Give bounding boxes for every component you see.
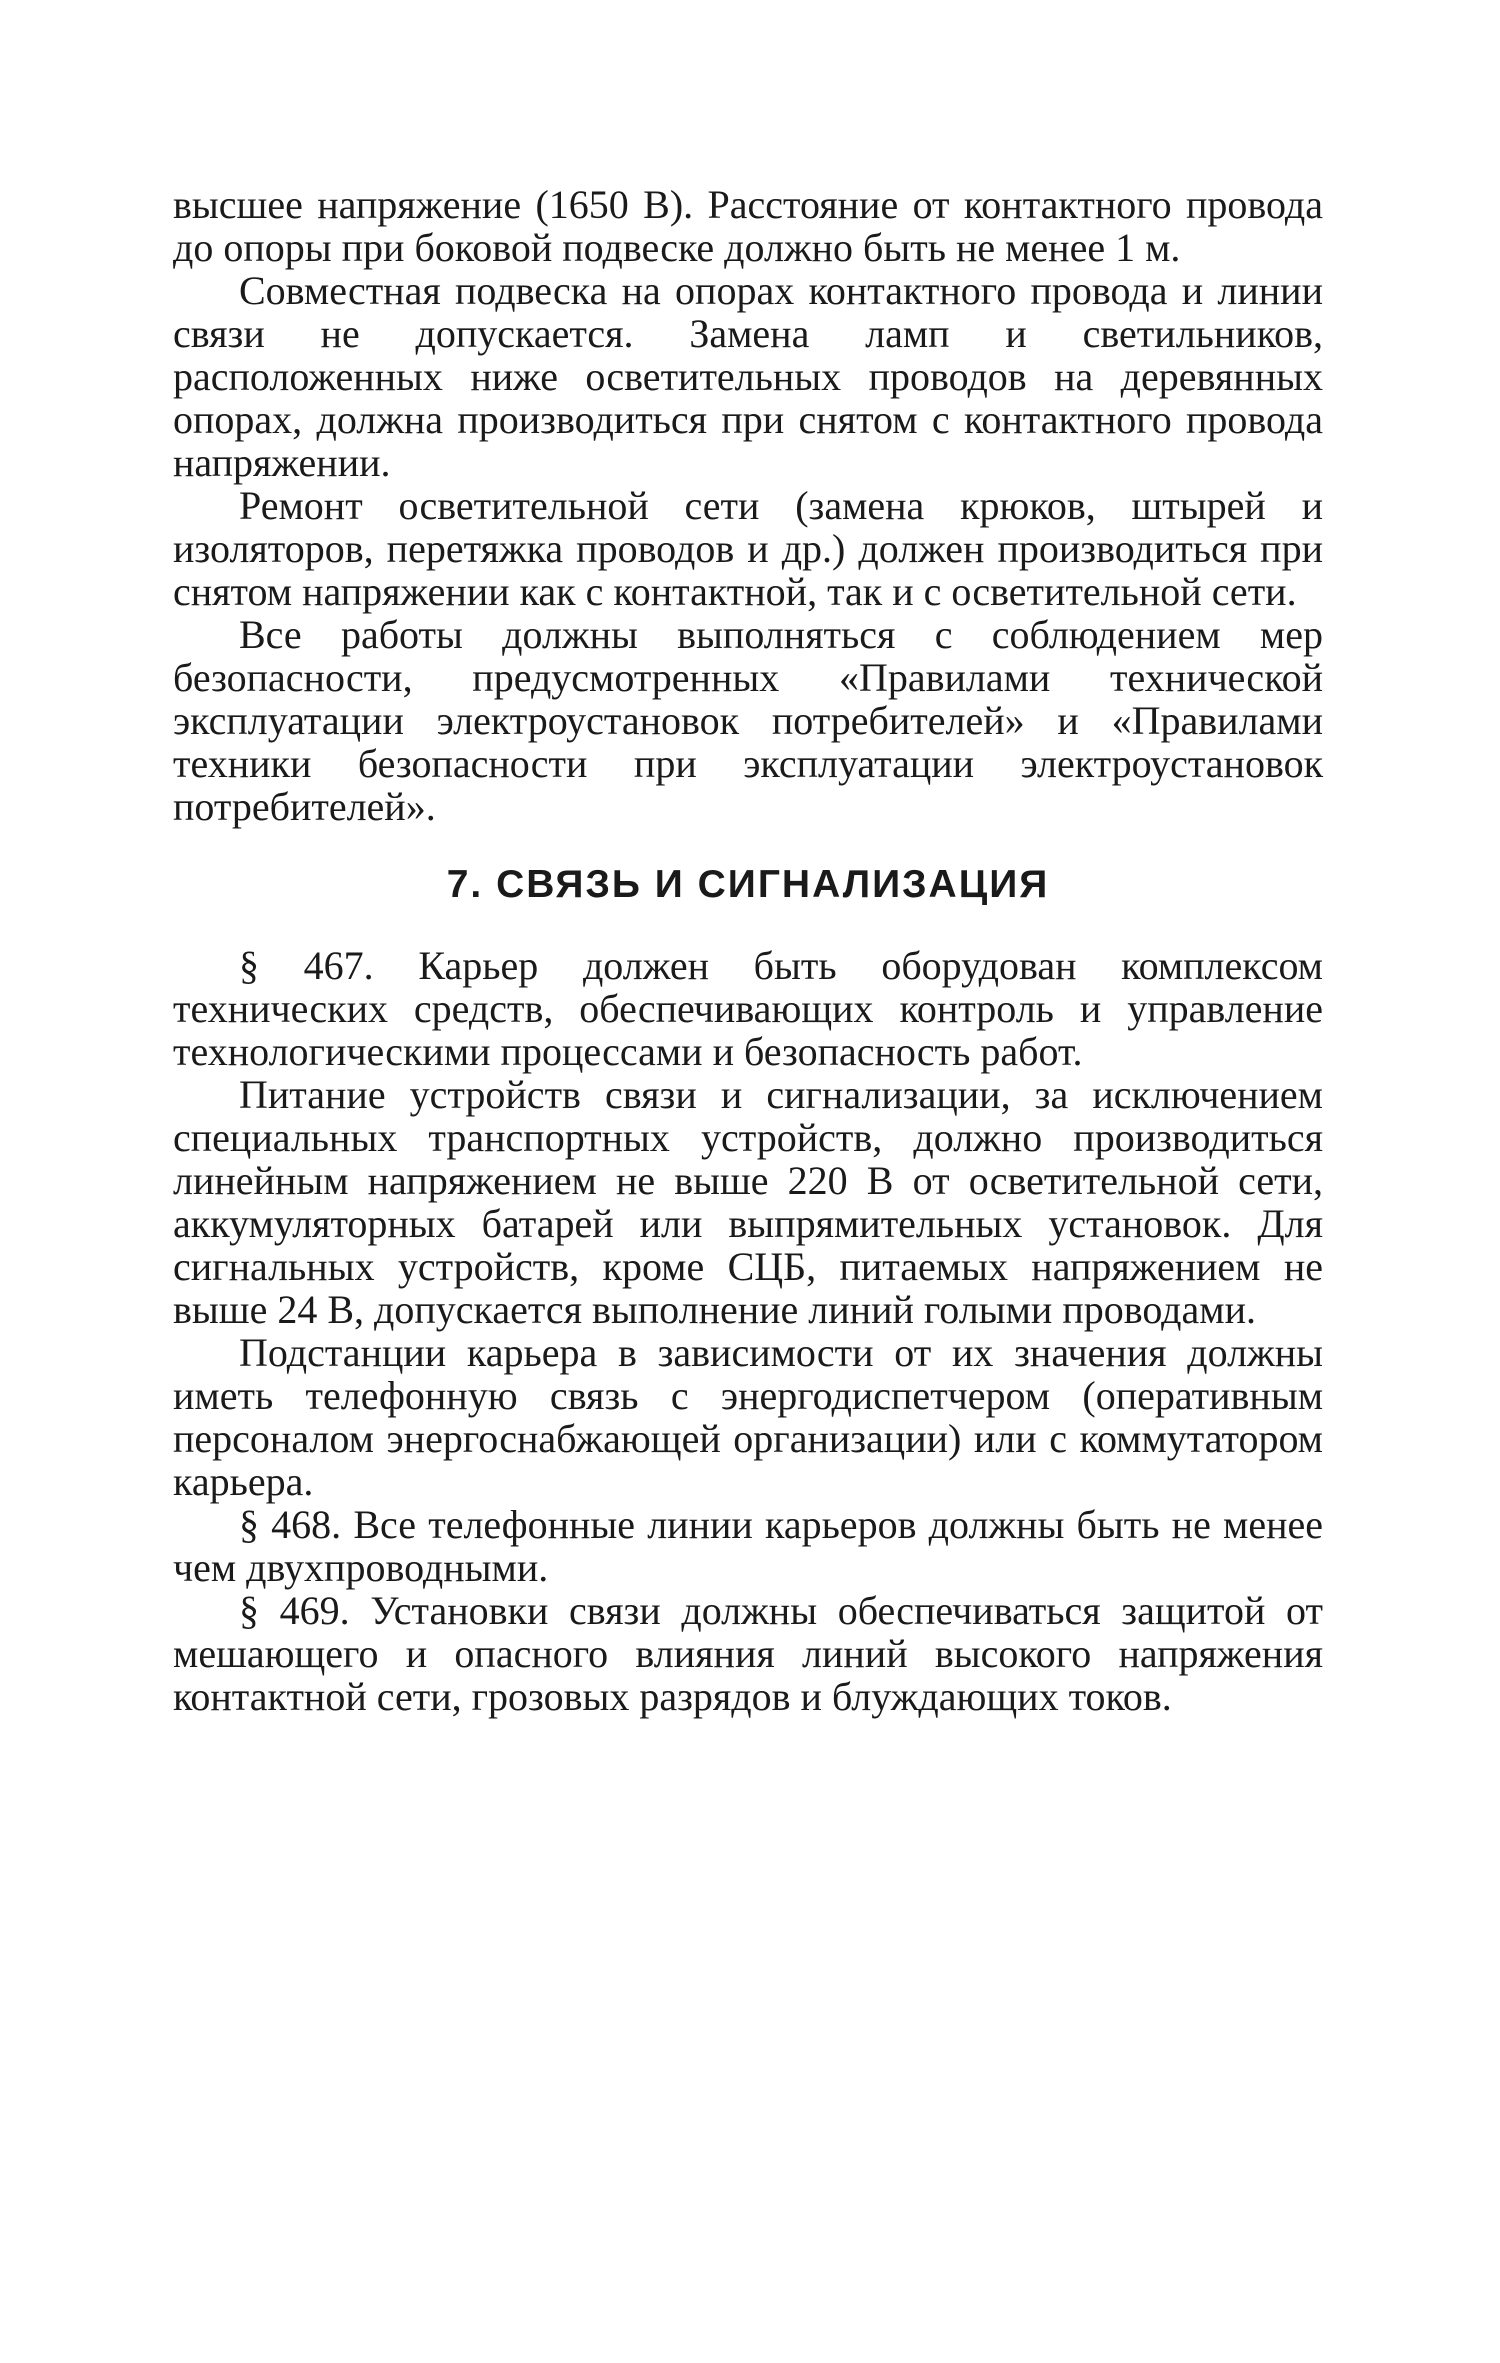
paragraph-safety-rules: Все работы должны выполняться с соблюдением мер безопасности, предусмотренных «Правилами технической эксплуатации электроустановок потребителей» и «Правилами техники безопасности при эксплуатации электроустановок потребителей». (173, 612, 1323, 829)
paragraph-468: § 468. Все телефонные линии карьеров должны быть не менее чем двухпроводными. (173, 1502, 1323, 1590)
paragraph-continuation: высшее напряжение (1650 В). Расстояние от контактного провода до опоры при боковой подвеске должно быть не менее 1 м. (173, 182, 1323, 270)
paragraph-lighting-repair: Ремонт осветительной сети (замена крюков, штырей и изоляторов, перетяжка проводов и др.) должен производиться при снятом напряжении как с контактной, так и с осветительной сети. (173, 483, 1323, 614)
section-heading: 7. СВЯЗЬ И СИГНАЛИЗАЦИЯ (446, 863, 1050, 906)
paragraph-467: § 467. Карьер должен быть оборудован комплексом технических средств, обеспечивающих контроль и управление технологическими процессами и безопасность работ. (173, 943, 1323, 1074)
paragraph-joint-suspension: Совместная подвеска на опорах контактного провода и линии связи не допускается. Замена ламп и светильников, расположенных ниже осветительных проводов на деревянных опорах, должна производиться при снятом с контактного провода напряжении. (173, 268, 1323, 485)
paragraph-substations: Подстанции карьера в зависимости от их значения должны иметь телефонную связь с энергодиспетчером (оперативным персоналом энергоснабжающей организации) или с коммутатором карьера. (173, 1330, 1323, 1504)
paragraph-power-supply: Питание устройств связи и сигнализации, за исключением специальных транспортных устройств, должно производиться линейным напряжением не выше 220 В от осветительной сети, аккумуляторных батарей или выпрямительных установок. Для сигнальных устройств, кроме СЦБ, питаемых напряжением не выше 24 В, допускается выполнение линий голыми проводами. (173, 1072, 1323, 1332)
body-text (173, 183, 1323, 1718)
paragraph-469: § 469. Установки связи должны обеспечиваться защитой от мешающего и опасного влияния линий высокого напряжения контактной сети, грозовых разрядов и блуждающих токов. (173, 1588, 1323, 1719)
